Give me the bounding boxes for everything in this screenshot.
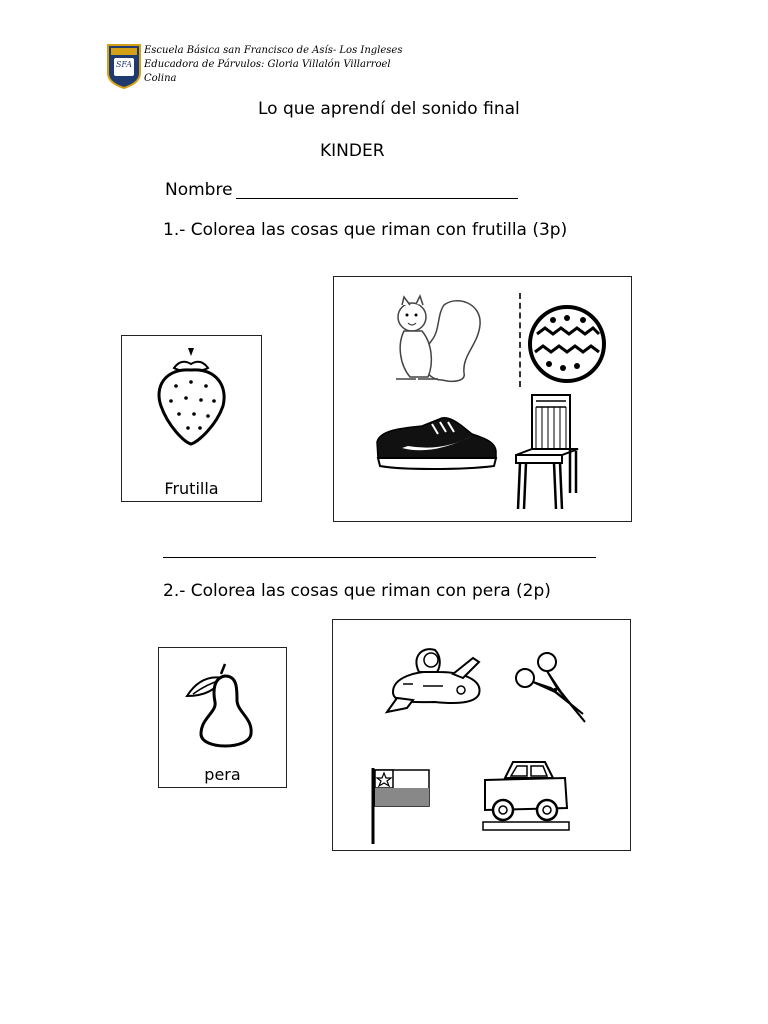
sneaker-icon[interactable] bbox=[372, 412, 502, 472]
question-1-prompt: 1.- Colorea las cosas que riman con frutilla (3p) bbox=[163, 220, 568, 240]
option-divider bbox=[519, 293, 521, 387]
squirrel-icon[interactable] bbox=[382, 295, 492, 390]
pear-icon bbox=[173, 656, 269, 752]
school-logo bbox=[106, 43, 142, 89]
name-line[interactable] bbox=[236, 198, 518, 199]
teacher-name: Educadora de Párvulos: Gloria Villalón Villarroel bbox=[144, 59, 391, 70]
q1-options-box bbox=[333, 276, 632, 522]
strawberry-icon bbox=[146, 346, 236, 456]
q2-options-box bbox=[332, 619, 631, 851]
airplane-icon[interactable] bbox=[383, 642, 487, 716]
ball-icon[interactable] bbox=[527, 304, 607, 384]
school-name: Escuela Básica san Francisco de Asís- Los Ingleses bbox=[144, 45, 403, 56]
section-separator bbox=[163, 557, 596, 558]
question-2-prompt: 2.- Colorea las cosas que riman con pera (2p) bbox=[163, 581, 551, 601]
q1-model-word: Frutilla bbox=[164, 479, 219, 498]
city-name: Colina bbox=[144, 73, 177, 84]
car-icon[interactable] bbox=[481, 758, 571, 836]
name-label: Nombre bbox=[165, 180, 233, 200]
q2-model-word: pera bbox=[204, 765, 241, 784]
scissors-icon[interactable] bbox=[511, 648, 591, 728]
q1-model-card bbox=[121, 335, 262, 502]
q2-model-card bbox=[158, 647, 287, 788]
level-label: KINDER bbox=[320, 141, 385, 161]
chile-flag-icon[interactable] bbox=[369, 766, 433, 846]
logo-text: SFA bbox=[115, 60, 133, 69]
page-title: Lo que aprendí del sonido final bbox=[258, 99, 520, 119]
chair-icon[interactable] bbox=[512, 393, 582, 511]
